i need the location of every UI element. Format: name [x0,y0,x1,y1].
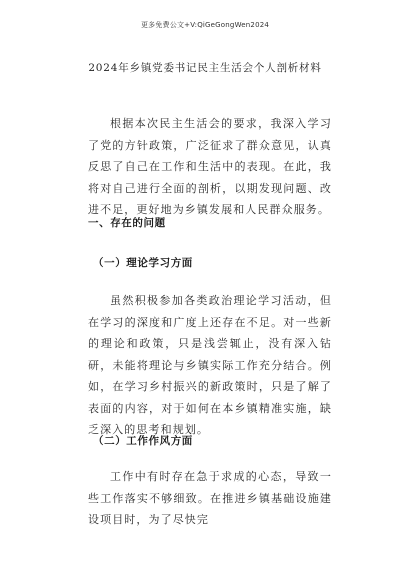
header-note: 更多免费公文+V:QiGeGongWen2024 [140,21,270,29]
intro-paragraph: 根据本次民主生活会的要求，我深入学习了党的方针政策，广泛征求了群众意见，认真反思了自己在工作和生活中的表现。在此，我将对自己进行全面的剖析，以期发现问题、改进不足，更好地为乡镇发展和人民群众服务。 [88,117,332,216]
theory-paragraph: 虽然积极参加各类政治理论学习活动，但在学习的深度和广度上还存在不足。对一些新的理论和政策，只是浅尝辄止，没有深入钻研，未能将理论与乡镇实际工作充分结合。例如，在学习乡村振兴的新政策时，只是了解了表面的内容，对于如何在本乡镇精准实施，缺乏深入的思考和规划。 [88,294,332,436]
section-heading-problems: 一、存在的问题 [88,217,166,229]
subsection-heading-work-style: （二）工作作风方面 [93,435,193,447]
work-style-paragraph: 工作中有时存在急于求成的心态，导致一些工作落实不够细致。在推进乡镇基础设施建设项目时，为了尽快完 [88,470,332,526]
document-title: 2024年乡镇党委书记民主生活会个人剖析材料 [88,62,322,74]
subsection-heading-theory: （一）理论学习方面 [93,257,193,269]
